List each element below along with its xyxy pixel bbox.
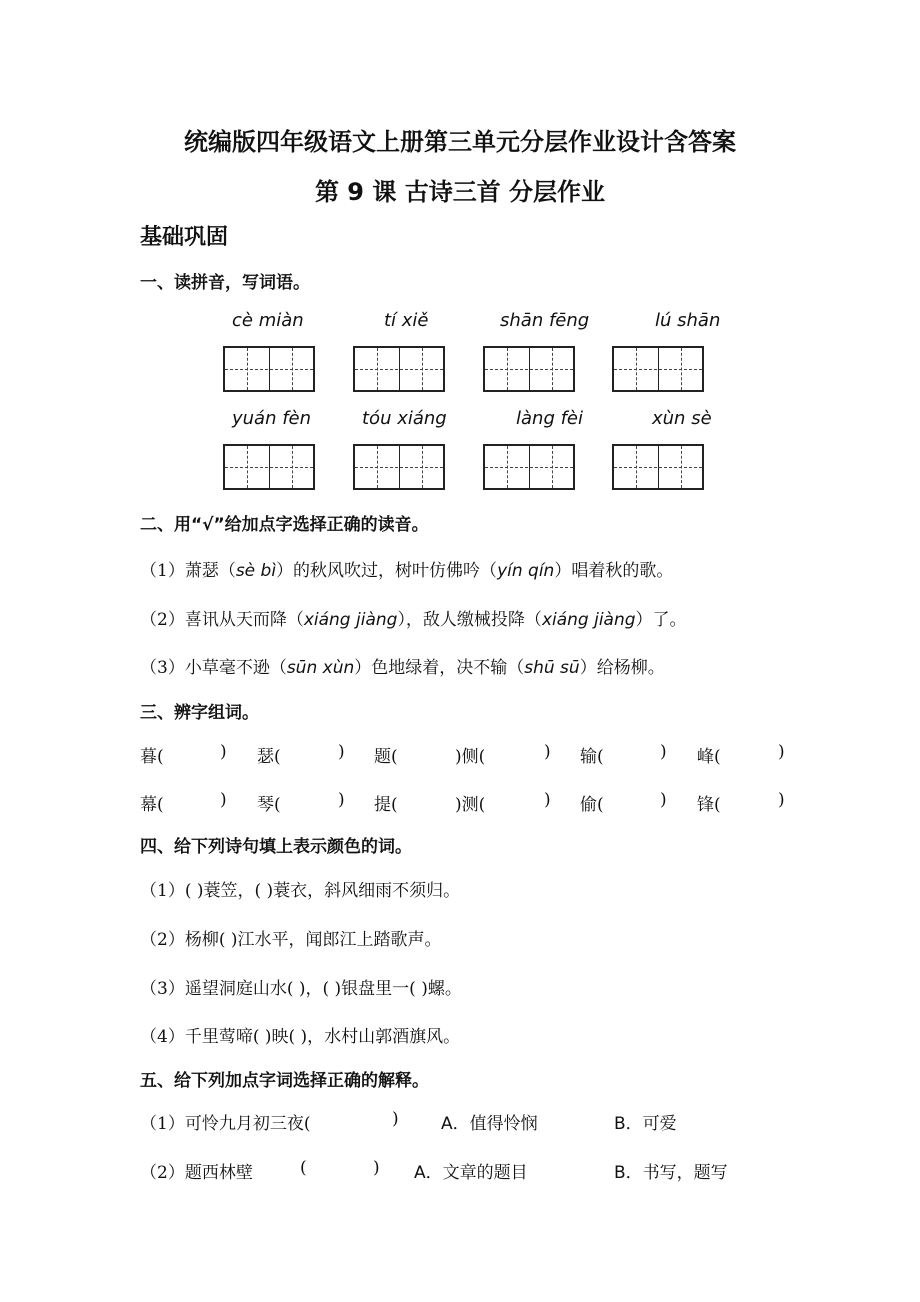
s3-r2-char-5: 偷( <box>580 795 604 815</box>
s3-r2-char-4: )测( <box>455 795 486 815</box>
s2-item-3-pre: （3）小草毫不逊（ <box>140 658 287 678</box>
pinyin-4: lú shān <box>655 310 721 331</box>
s2-item-1-post: ）唱着秋的歌。 <box>554 561 674 581</box>
s3-r2-char-1: 幕( <box>140 795 164 815</box>
s2-item-2-pinyin-a[interactable]: xiáng jiàng <box>303 610 398 630</box>
section-4-heading: 四、给下列诗句填上表示颜色的词。 <box>140 837 412 857</box>
s3-r2-close-4: ) <box>544 790 551 810</box>
writing-grid-2[interactable] <box>353 346 445 392</box>
s2-item-3-pinyin-a[interactable]: sūn xùn <box>286 658 355 678</box>
pinyin-2: tí xiě <box>384 310 429 331</box>
s5-item-2-open: ( <box>300 1158 307 1178</box>
s3-r1-char-6: 峰( <box>697 747 721 767</box>
s4-line-2: （2）杨柳( )江水平，闻郎江上踏歌声。 <box>140 930 442 950</box>
s5-item-2-close: ) <box>373 1158 380 1178</box>
s3-r2-close-2: ) <box>338 790 345 810</box>
s2-item-1-mid: ）的秋风吹过，树叶仿佛吟（ <box>276 561 498 581</box>
s3-row-1 <box>0 742 920 766</box>
lesson-title: 第 9 课 古诗三首 分层作业 <box>314 178 606 206</box>
s3-r1-char-4: )侧( <box>455 747 486 767</box>
s2-item-3-pinyin-b[interactable]: shū sū <box>524 658 580 678</box>
pinyin-6: tóu xiáng <box>362 408 447 429</box>
s2-item-2-post: ）了。 <box>635 610 687 630</box>
section-5-heading: 五、给下列加点字词选择正确的解释。 <box>140 1071 429 1091</box>
s3-r1-close-5: ) <box>660 742 667 762</box>
s2-item-2 <box>140 605 687 630</box>
s3-r1-close-1: ) <box>220 742 227 762</box>
s2-item-1-pre: （1）萧瑟（ <box>140 561 236 581</box>
s3-r2-close-6: ) <box>778 790 785 810</box>
s3-r1-char-3: 题( <box>374 747 398 767</box>
writing-grid-7[interactable] <box>483 444 575 490</box>
s4-line-4: （4）千里莺啼( )映( )，水村山郭酒旗风。 <box>140 1027 461 1047</box>
s2-item-2-mid: ），敌人缴械投降（ <box>397 610 542 630</box>
s3-r1-close-6: ) <box>778 742 785 762</box>
pinyin-7: làng fèi <box>516 408 583 429</box>
s5-item-2-option-a[interactable]: A．文章的题目 <box>414 1163 528 1183</box>
s4-line-3: （3）遥望洞庭山水( )，( )银盘里一( )螺。 <box>140 979 462 999</box>
s5-item-1-close: ) <box>392 1109 399 1129</box>
writing-grid-1[interactable] <box>223 346 315 392</box>
s2-item-1-pinyin-a[interactable]: sè bì <box>235 561 277 581</box>
s3-r2-close-5: ) <box>660 790 667 810</box>
s2-item-1-pinyin-b[interactable]: yín qín <box>497 561 555 581</box>
pinyin-3: shān fēng <box>500 310 590 331</box>
pinyin-8: xùn sè <box>652 408 712 429</box>
s3-r1-char-1: 暮( <box>140 747 164 767</box>
pinyin-1: cè miàn <box>232 310 304 331</box>
section-2-heading: 二、用“√”给加点字选择正确的读音。 <box>140 515 429 535</box>
s5-item-1-question: （1）可怜九月初三夜( <box>140 1114 311 1134</box>
s4-line-1: （1）( )蓑笠，( )蓑衣，斜风细雨不须归。 <box>140 881 461 901</box>
s5-item-1-option-b[interactable]: B．可爱 <box>614 1114 677 1134</box>
s5-item-2-option-b[interactable]: B．书写，题写 <box>614 1163 728 1183</box>
s5-item-1-option-a[interactable]: A．值得怜悯 <box>441 1114 538 1134</box>
writing-grid-5[interactable] <box>223 444 315 490</box>
s2-item-2-pinyin-b[interactable]: xiáng jiàng <box>541 610 636 630</box>
s3-r1-close-2: ) <box>338 742 345 762</box>
s2-item-3-mid: ）色地绿着，决不输（ <box>354 658 525 678</box>
writing-grid-8[interactable] <box>612 444 704 490</box>
s3-r1-close-4: ) <box>544 742 551 762</box>
s3-r2-char-3: 提( <box>374 795 398 815</box>
writing-grid-6[interactable] <box>353 444 445 490</box>
s3-r2-close-1: ) <box>220 790 227 810</box>
s3-r1-char-5: 输( <box>580 747 604 767</box>
s2-item-3 <box>140 653 665 678</box>
section-1-heading: 一、读拼音，写词语。 <box>140 273 310 293</box>
writing-grid-4[interactable] <box>612 346 704 392</box>
document-title: 统编版四年级语文上册第三单元分层作业设计含答案 <box>184 128 736 156</box>
s5-item-2-question: （2）题西林壁 <box>140 1163 253 1183</box>
pinyin-5: yuán fèn <box>232 408 312 429</box>
s3-r1-char-2: 瑟( <box>257 747 281 767</box>
s3-r2-char-6: 锋( <box>697 795 721 815</box>
s2-item-2-pre: （2）喜讯从天而降（ <box>140 610 304 630</box>
s2-item-3-post: ）给杨柳。 <box>579 658 665 678</box>
writing-grid-3[interactable] <box>483 346 575 392</box>
s3-r2-char-2: 琴( <box>257 795 281 815</box>
part-heading: 基础巩固 <box>140 225 229 250</box>
s3-row-2 <box>0 790 920 814</box>
section-3-heading: 三、辨字组词。 <box>140 703 259 723</box>
s2-item-1 <box>140 556 673 581</box>
